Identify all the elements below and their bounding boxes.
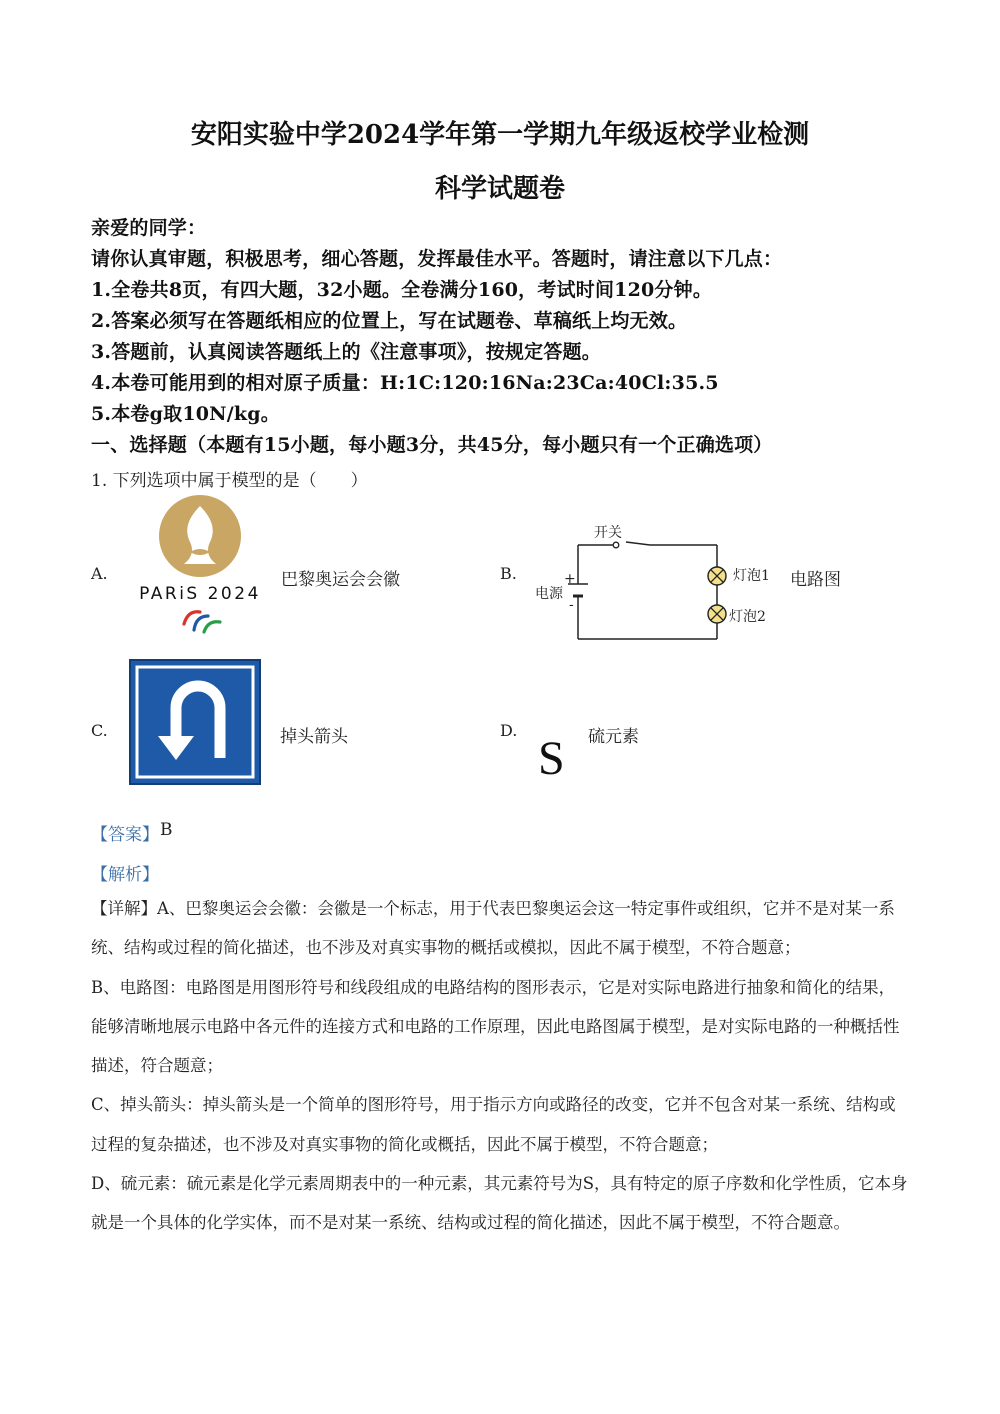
bulb-2-icon [708, 605, 726, 623]
section-heading: 一、选择题（本题有15小题，每小题3分，共45分，每小题只有一个正确选项） [91, 434, 773, 456]
logo-text: PARiS 2024 [139, 584, 261, 604]
minus-label: - [569, 597, 574, 613]
option-d-caption: 硫元素 [588, 727, 639, 747]
switch-blade [626, 542, 650, 545]
u-turn-sign [128, 658, 262, 786]
notice-point-3: 3.答题前，认真阅读答题纸上的《注意事项》，按规定答题。 [91, 341, 601, 363]
bulb-1-label: 灯泡1 [733, 568, 770, 584]
sulfur-symbol: S [538, 732, 565, 785]
paris-2024-logo [128, 492, 273, 642]
switch-label: 开关 [594, 525, 622, 541]
option-a-caption: 巴黎奥运会会徽 [281, 570, 400, 590]
notice-point-4: 4.本卷可能用到的相对原子质量：H:1C:120:16Na:23Ca:40Cl:35.5 [91, 372, 719, 394]
option-c-letter: C. [91, 721, 108, 740]
option-a-letter: A. [91, 564, 108, 583]
page-title: 安阳实验中学2024学年第一学期九年级返校学业检测 [190, 120, 810, 150]
notice-intro: 请你认真审题，积极思考，细心答题，发挥最佳水平。答题时，请注意以下几点： [91, 248, 783, 270]
option-b-letter: B. [500, 564, 517, 583]
answer-label: 【答案】 [91, 825, 159, 845]
option-c-caption: 掉头箭头 [280, 727, 348, 747]
explanation-a: 【详解】A、巴黎奥运会会徽：会徽是一个标志，用于代表巴黎奥运会这一特定事件或组织，它并不是对某一系统、结构或过程的简化描述，也不涉及对真实事物的概括或模拟，因此不属于模型，不符合题意； [91, 899, 895, 958]
circuit-diagram [528, 518, 788, 648]
notice-point-2: 2.答案必须写在答题纸相应的位置上，写在试题卷、草稿纸上均无效。 [91, 310, 688, 332]
question-stem: 1. 下列选项中属于模型的是（ ） [91, 471, 368, 491]
explanation-c: C、掉头箭头：掉头箭头是一个简单的图形符号，用于指示方向或路径的改变，它并不包含对某一系统、结构或过程的复杂描述，也不涉及对真实事物的简化或概括，因此不属于模型，不符合题意； [91, 1095, 896, 1154]
notice-point-1: 1.全卷共8页，有四大题，32小题。全卷满分160，考试时间120分钟。 [91, 279, 713, 301]
answer-value: B [160, 820, 173, 840]
option-b-caption: 电路图 [790, 570, 841, 590]
explanation-b: B、电路图：电路图是用图形符号和线段组成的电路结构的图形表示，它是对实际电路进行抽象和简化的结果，能够清晰地展示电路中各元件的连接方式和电路的工作原理，因此电路图属于模型，是对实际电路的一种概括性描述，符合题意； [91, 977, 900, 1076]
bulb-2-label: 灯泡2 [729, 609, 766, 625]
bulb-1-icon [708, 567, 726, 585]
analysis-label: 【解析】 [91, 865, 159, 885]
page-subtitle: 科学试题卷 [434, 174, 565, 204]
option-d-letter: D. [500, 721, 518, 740]
source-label: 电源 [535, 586, 563, 602]
notice-greeting: 亲爱的同学： [91, 217, 207, 239]
explanation-block [91, 889, 911, 1243]
explanation-d: D、硫元素：硫元素是化学元素周期表中的一种元素，其元素符号为S，具有特定的原子序数和化学性质，它本身就是一个具体的化学实体，而不是对某一系统、结构或过程的简化描述，因此不属于模型，不符合题意。 [91, 1174, 908, 1233]
notice-point-5: 5.本卷g取10N/kg。 [91, 403, 280, 425]
plus-label: + [564, 571, 576, 587]
